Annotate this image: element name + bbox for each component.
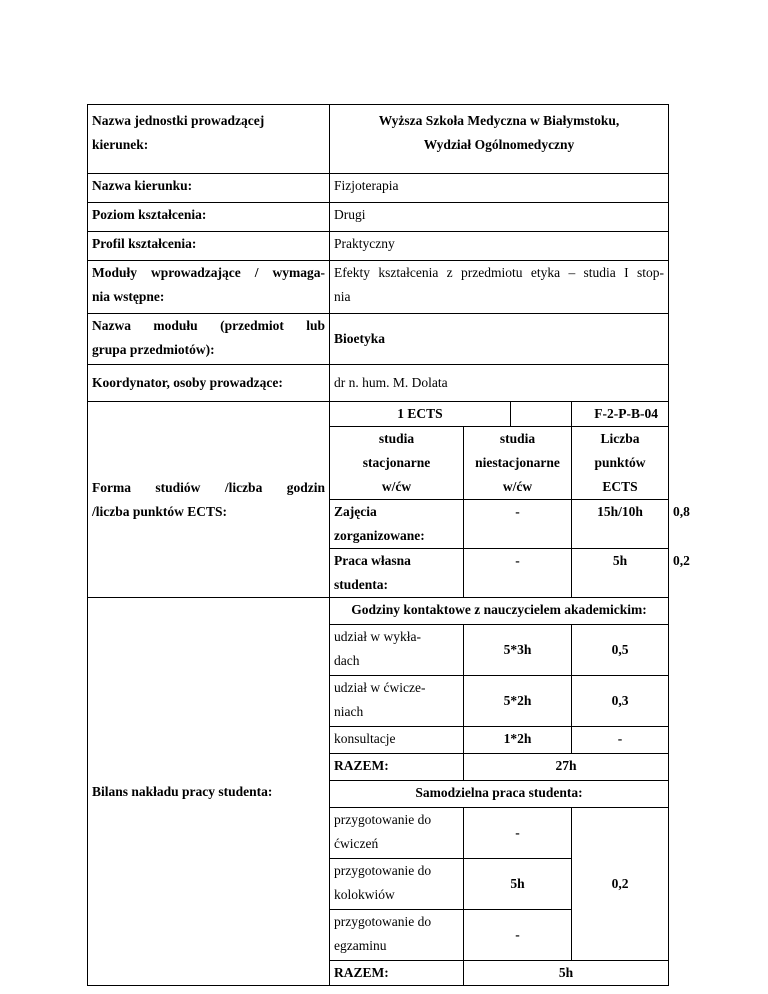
- unit-value-line1: Wyższa Szkoła Medyczna w Białymstoku,: [378, 113, 620, 128]
- contact-item-hours: 5*2h: [464, 676, 572, 727]
- course-card-table: [87, 104, 690, 986]
- col-niestac-line3: w/ćw: [502, 479, 533, 494]
- form-label-line1: Forma studiów /liczba godzin: [92, 479, 325, 495]
- form-label: [88, 402, 330, 598]
- own-work-label: Praca własna studenta:: [330, 549, 464, 598]
- col-ects: [572, 427, 669, 500]
- balance-label: Bilans nakładu pracy studenta:: [88, 598, 330, 986]
- contact-header-row: [88, 598, 669, 625]
- level-label: Poziom kształcenia:: [88, 203, 330, 232]
- unit-value-line2: Wydział Ogólnomedyczny: [423, 137, 575, 152]
- module-row: [88, 314, 669, 365]
- self-item-line2: kolokwiów: [334, 887, 395, 902]
- prereq-value-line2: nia: [334, 289, 351, 304]
- col-stac-line3: w/ćw: [381, 479, 412, 494]
- prereq-row: [88, 261, 669, 314]
- self-item-line1: przygotowanie do: [334, 863, 432, 878]
- level-value: Drugi: [330, 203, 669, 232]
- organized-row: Zajęcia zorganizowane: - 15h/10h 0,8: [88, 500, 669, 549]
- unit-label-line2: kierunek:: [92, 137, 149, 152]
- self-item-label: [330, 910, 464, 961]
- contact-item-ects: -: [572, 727, 669, 754]
- contact-item-label: [330, 676, 464, 727]
- self-item-line1: przygotowanie do: [334, 914, 432, 929]
- col-niestacjonarne: [464, 427, 572, 500]
- self-total-value: 5h: [464, 961, 669, 986]
- self-item-label: [330, 808, 464, 859]
- field-value: Fizjoterapia: [330, 174, 669, 203]
- self-item-line2: egzaminu: [334, 938, 387, 953]
- module-value: Bioetyka: [330, 314, 669, 365]
- contact-item-label: konsultacje: [330, 727, 464, 754]
- form-header-row: [88, 402, 669, 427]
- contact-item-line1: udział w ćwicze-: [334, 680, 426, 695]
- unit-label: [88, 105, 330, 174]
- field-label: Nazwa kierunku:: [88, 174, 330, 203]
- contact-header: Godziny kontaktowe z nauczycielem akademickim:: [330, 598, 669, 625]
- prereq-value-line1: Efekty kształcenia z przedmiotu etyka – studia I stop-: [334, 265, 665, 280]
- own-work-stac: -: [464, 549, 572, 598]
- organized-stac: -: [464, 500, 572, 549]
- organized-niestac: 15h/10h: [572, 500, 669, 549]
- self-item-label: [330, 859, 464, 910]
- col-ects-line2: punktów: [594, 455, 646, 470]
- self-total-label: RAZEM:: [330, 961, 464, 986]
- profile-value: Praktyczny: [330, 232, 669, 261]
- col-stac-line1: studia: [378, 431, 415, 446]
- contact-item-label: [330, 625, 464, 676]
- self-item-line2: ćwiczeń: [334, 836, 379, 851]
- module-label-line2: grupa przedmiotów):: [92, 342, 215, 357]
- contact-item-ects: 0,5: [572, 625, 669, 676]
- course-code: F-2-P-B-04: [594, 406, 659, 421]
- self-header: Samodzielna praca studenta:: [330, 781, 669, 808]
- own-work-niestac: 5h: [572, 549, 669, 598]
- col-stacjonarne: [330, 427, 464, 500]
- prereq-value: [330, 261, 669, 314]
- profile-row: [88, 232, 669, 261]
- self-item-line1: przygotowanie do: [334, 812, 432, 827]
- col-ects-line3: ECTS: [602, 479, 638, 494]
- coordinator-row: [88, 365, 669, 402]
- prereq-label-line1: Moduły wprowadzające / wymaga-: [92, 265, 325, 280]
- form-label-line2: /liczba punktów ECTS:: [92, 503, 228, 519]
- coordinator-value: dr n. hum. M. Dolata: [330, 365, 669, 402]
- module-label: [88, 314, 330, 365]
- prereq-label: [88, 261, 330, 314]
- col-stac-line2: stacjonarne: [362, 455, 431, 470]
- contact-total-label: RAZEM:: [330, 754, 464, 781]
- self-item-hours: -: [464, 910, 572, 961]
- ects-code-cell: [330, 402, 572, 427]
- contact-item-ects: 0,3: [572, 676, 669, 727]
- contact-item-hours: 1*2h: [464, 727, 572, 754]
- code-cell: [572, 402, 669, 427]
- prereq-label-line2: nia wstępne:: [92, 289, 165, 304]
- unit-value: [330, 105, 669, 174]
- coordinator-label: Koordynator, osoby prowadzące:: [88, 365, 330, 402]
- ects-header: 1 ECTS: [330, 402, 511, 426]
- col-niestac-line1: studia: [499, 431, 536, 446]
- profile-label: Profil kształcenia:: [88, 232, 330, 261]
- unit-row: [88, 105, 669, 174]
- contact-item-line2: niach: [334, 704, 364, 719]
- own-work-row: Praca własna studenta: - 5h 0,2: [88, 549, 669, 598]
- organized-label: Zajęcia zorganizowane:: [330, 500, 464, 549]
- contact-item-hours: 5*3h: [464, 625, 572, 676]
- level-row: [88, 203, 669, 232]
- contact-item-line2: dach: [334, 653, 360, 668]
- self-item-hours: 5h: [464, 859, 572, 910]
- contact-item-line1: udział w wykła-: [334, 629, 421, 644]
- col-niestac-line2: niestacjonarne: [475, 455, 560, 470]
- self-ects: 0,2: [572, 808, 669, 961]
- contact-total-value: 27h: [464, 754, 669, 781]
- unit-label-line1: Nazwa jednostki prowadzącej: [92, 113, 265, 128]
- field-row: [88, 174, 669, 203]
- col-ects-line1: Liczba: [600, 431, 640, 446]
- self-item-hours: -: [464, 808, 572, 859]
- module-label-line1: Nazwa modułu (przedmiot lub: [92, 318, 325, 333]
